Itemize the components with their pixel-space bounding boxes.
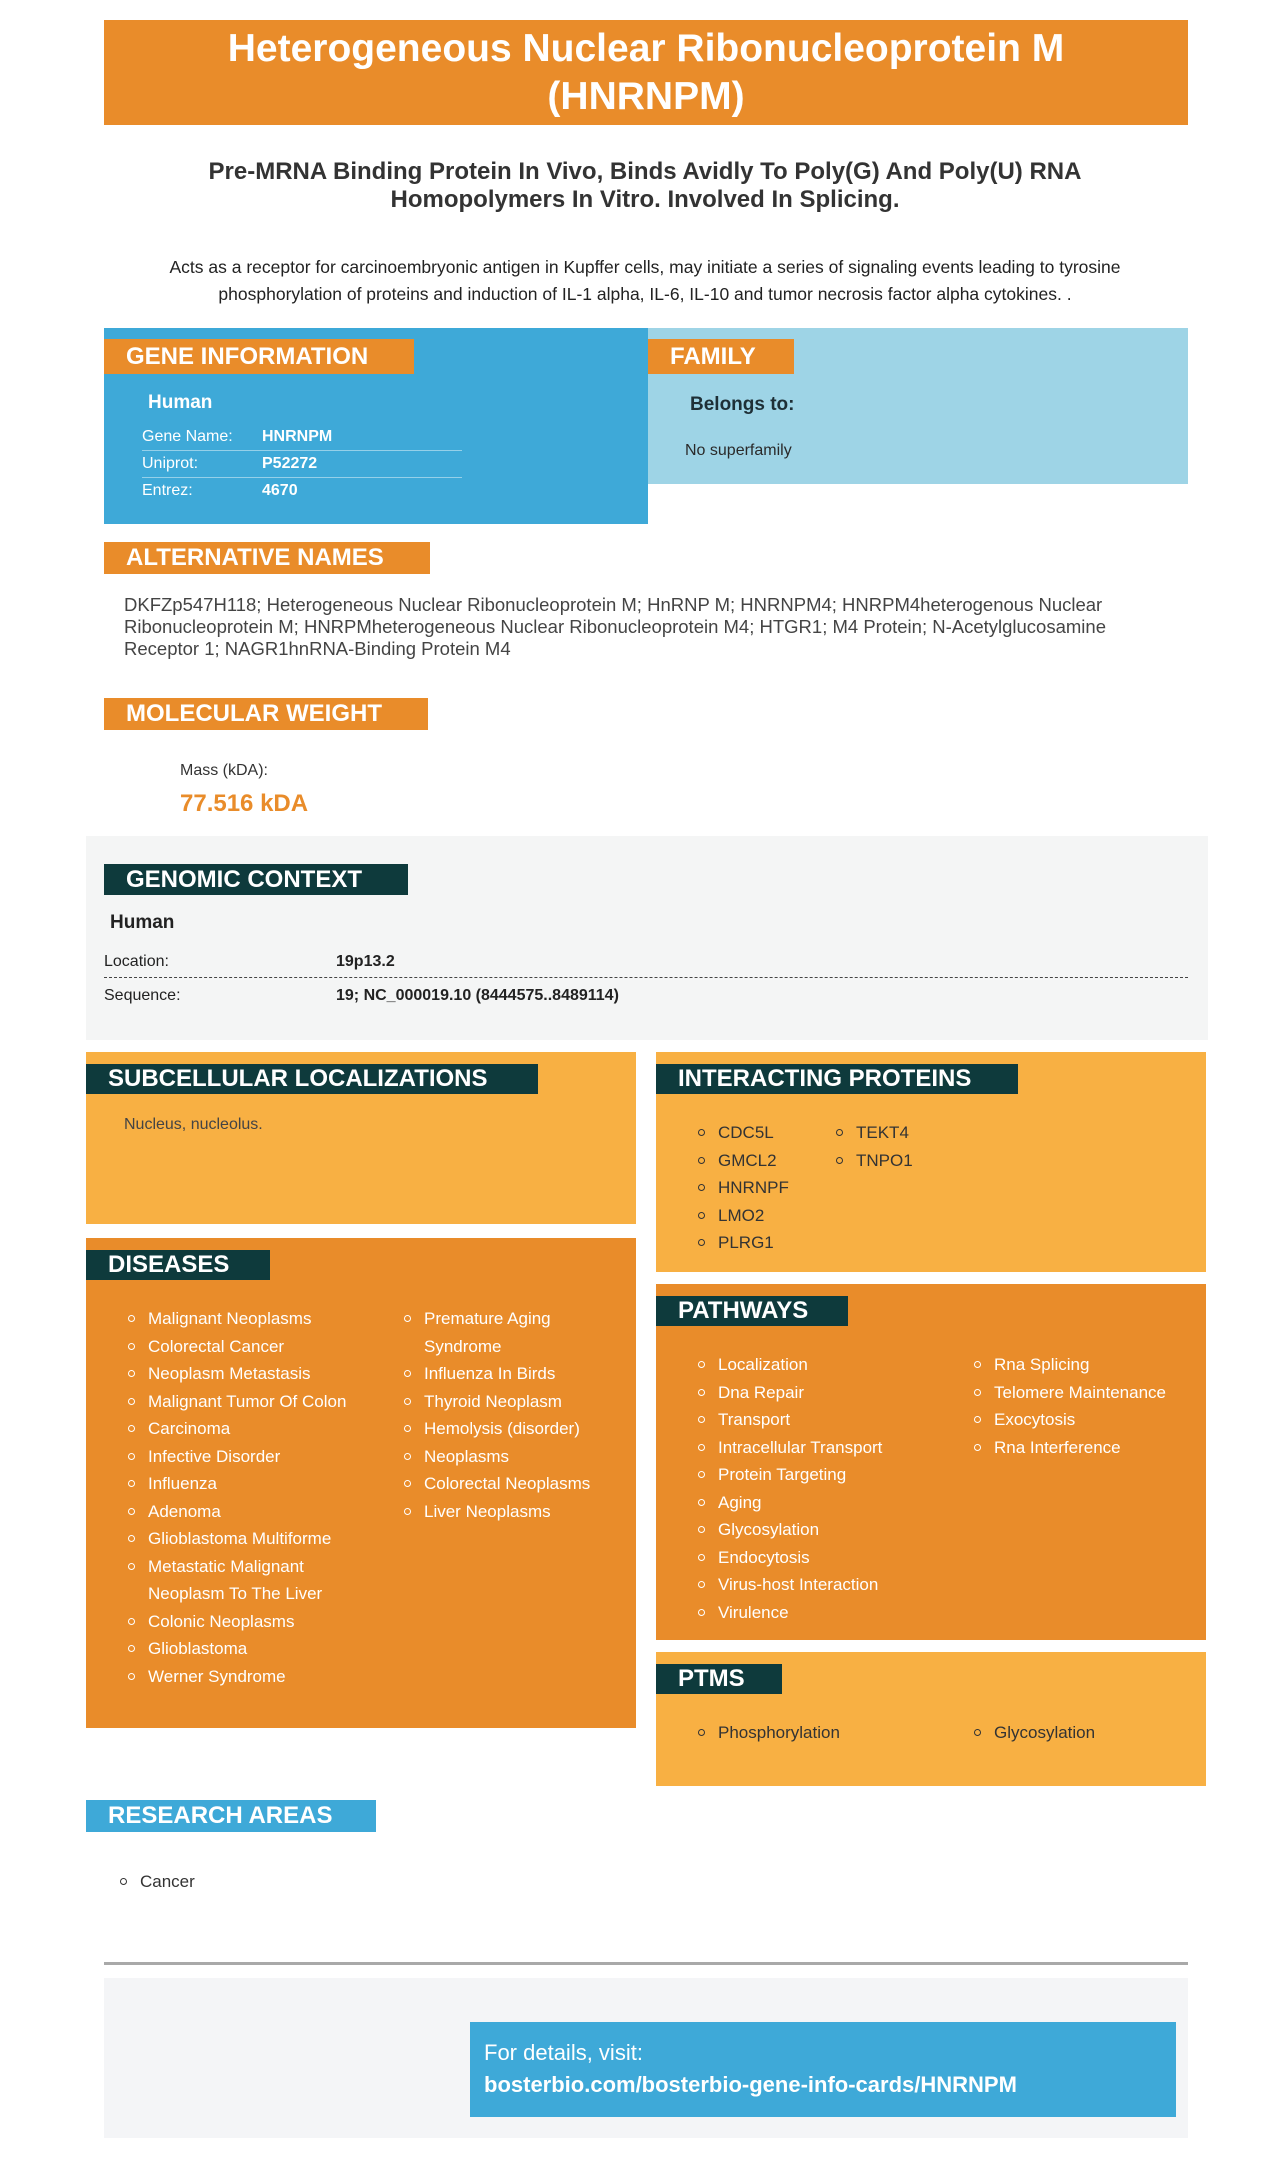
diseases-list-1 (126, 1305, 356, 1690)
details-label: For details, visit: (484, 2040, 643, 2065)
molecular-weight-heading: MOLECULAR WEIGHT (104, 698, 428, 730)
list-item: Aging (696, 1489, 966, 1517)
list-item: Carcinoma (126, 1415, 356, 1443)
list-item: Glioblastoma Multiforme (126, 1525, 356, 1553)
list-item: CDC5L (696, 1119, 826, 1147)
diseases-list-2 (402, 1305, 628, 1525)
footer-divider (104, 1962, 1188, 1965)
list-item: Influenza In Birds (402, 1360, 628, 1388)
sequence-label: Sequence: (104, 987, 181, 1004)
gene-organism: Human (148, 392, 213, 413)
location-row (104, 946, 1188, 978)
list-item: Werner Syndrome (126, 1663, 356, 1691)
protein-description: Acts as a receptor for carcinoembryonic antigen in Kupffer cells, may initiate a series of signaling events leading to tyrosine phosphorylation of proteins and induction of IL-1 alpha, IL-6, IL-10 and tumor necrosis factor alpha cytokines. . (169, 257, 1121, 304)
list-item: Dna Repair (696, 1379, 966, 1407)
list-item: Virulence (696, 1599, 966, 1627)
list-item: Virus-host Interaction (696, 1571, 966, 1599)
sequence-row (104, 980, 1188, 1012)
research-areas-heading: RESEARCH AREAS (86, 1800, 376, 1832)
page-subtitle: Pre-MRNA Binding Protein In Vivo, Binds Avidly To Poly(G) And Poly(U) RNA Homopolymers In Vitro. Involved In Splicing. (208, 158, 1082, 213)
uniprot-value: P52272 (262, 455, 318, 472)
list-item: Hemolysis (disorder) (402, 1415, 628, 1443)
sequence-value: 19; NC_000019.10 (8444575..8489114) (336, 987, 619, 1004)
entrez-label: Entrez: (142, 482, 193, 499)
list-item: Infective Disorder (126, 1443, 356, 1471)
details-link[interactable]: bosterbio.com/bosterbio-gene-info-cards/HNRNPM (484, 2072, 1017, 2097)
pathways-panel (656, 1284, 1206, 1640)
list-item: TEKT4 (834, 1119, 964, 1147)
subcellular-localizations-heading: SUBCELLULAR LOCALIZATIONS (86, 1064, 538, 1094)
gene-name-label: Gene Name: (142, 428, 233, 445)
list-item: Malignant Neoplasms (126, 1305, 356, 1333)
entrez-row (142, 478, 462, 505)
family-heading: FAMILY (648, 339, 794, 374)
mass-label: Mass (kDA): (180, 762, 268, 779)
interacting-proteins-list-2 (834, 1119, 964, 1174)
ptms-panel (656, 1652, 1206, 1786)
research-areas-list (118, 1868, 418, 1896)
genomic-context-panel (86, 836, 1208, 1040)
list-item: LMO2 (696, 1202, 826, 1230)
list-item: Telomere Maintenance (972, 1379, 1202, 1407)
list-item: Glioblastoma (126, 1635, 356, 1663)
diseases-heading: DISEASES (86, 1250, 270, 1280)
list-item: Rna Splicing (972, 1351, 1202, 1379)
list-item: Neoplasms (402, 1443, 628, 1471)
entrez-value: 4670 (262, 482, 298, 499)
list-item: Protein Targeting (696, 1461, 966, 1489)
gene-name-row (142, 424, 462, 451)
list-item: HNRNPF (696, 1174, 826, 1202)
alternative-names-heading: ALTERNATIVE NAMES (104, 542, 430, 574)
list-item: Localization (696, 1351, 966, 1379)
list-item: Colorectal Neoplasms (402, 1470, 628, 1498)
uniprot-row (142, 451, 462, 478)
list-item: Intracellular Transport (696, 1434, 966, 1462)
list-item: TNPO1 (834, 1147, 964, 1175)
mass-value: 77.516 kDA (180, 790, 309, 817)
interacting-proteins-heading: INTERACTING PROTEINS (656, 1064, 1018, 1094)
list-item: Neoplasm Metastasis (126, 1360, 356, 1388)
gene-information-heading: GENE INFORMATION (104, 339, 414, 374)
list-item: Premature Aging Syndrome (402, 1305, 628, 1360)
page-title: Heterogeneous Nuclear Ribonucleoprotein M (HNRNPM) (104, 20, 1188, 125)
uniprot-label: Uniprot: (142, 455, 199, 472)
list-item: Cancer (118, 1868, 418, 1896)
family-value: No superfamily (685, 442, 792, 459)
list-item: Malignant Tumor Of Colon (126, 1388, 356, 1416)
list-item: Metastatic Malignant Neoplasm To The Liver (126, 1553, 356, 1608)
pathways-heading: PATHWAYS (656, 1296, 848, 1326)
interacting-proteins-panel (656, 1052, 1206, 1272)
details-link-box[interactable] (470, 2022, 1176, 2117)
list-item: Liver Neoplasms (402, 1498, 628, 1526)
gene-name-value: HNRNPM (262, 428, 333, 445)
ptms-list-2 (972, 1719, 1202, 1747)
list-item: Colonic Neoplasms (126, 1608, 356, 1636)
list-item: Transport (696, 1406, 966, 1434)
family-panel (648, 328, 1188, 484)
subcellular-localizations-panel (86, 1052, 636, 1224)
list-item: Colorectal Cancer (126, 1333, 356, 1361)
list-item: Endocytosis (696, 1544, 966, 1572)
pathways-list-1 (696, 1351, 966, 1626)
pathways-list-2 (972, 1351, 1202, 1461)
list-item: Adenoma (126, 1498, 356, 1526)
genomic-context-heading: GENOMIC CONTEXT (104, 864, 408, 895)
genomic-organism: Human (110, 912, 175, 933)
list-item: Glycosylation (696, 1516, 966, 1544)
list-item: Rna Interference (972, 1434, 1202, 1462)
location-value: 19p13.2 (336, 953, 395, 970)
list-item: Exocytosis (972, 1406, 1202, 1434)
list-item: GMCL2 (696, 1147, 826, 1175)
subcellular-localizations-text: Nucleus, nucleolus. (124, 1116, 263, 1133)
list-item: Glycosylation (972, 1719, 1202, 1747)
belongs-to-label: Belongs to: (690, 394, 795, 415)
gene-information-panel (104, 328, 648, 524)
alternative-names-text: DKFZp547H118; Heterogeneous Nuclear Ribonucleoprotein M; HnRNP M; HNRNPM4; HNRPM4heterogenous Nuclear Ribonucleoprotein M; HNRPMheterogeneous Nuclear Ribonucleoprotein M4; HTGR1; M4 Protein; N-Acetylglucosamine Receptor 1; NAGR1hnRNA-Binding Protein M4 (124, 594, 1106, 659)
interacting-proteins-list-1 (696, 1119, 826, 1257)
ptms-list-1 (696, 1719, 946, 1747)
gene-info-table (142, 424, 462, 505)
location-label: Location: (104, 953, 169, 970)
diseases-panel (86, 1238, 636, 1728)
list-item: Phosphorylation (696, 1719, 946, 1747)
list-item: Thyroid Neoplasm (402, 1388, 628, 1416)
ptms-heading: PTMS (656, 1664, 782, 1694)
list-item: PLRG1 (696, 1229, 826, 1257)
list-item: Influenza (126, 1470, 356, 1498)
